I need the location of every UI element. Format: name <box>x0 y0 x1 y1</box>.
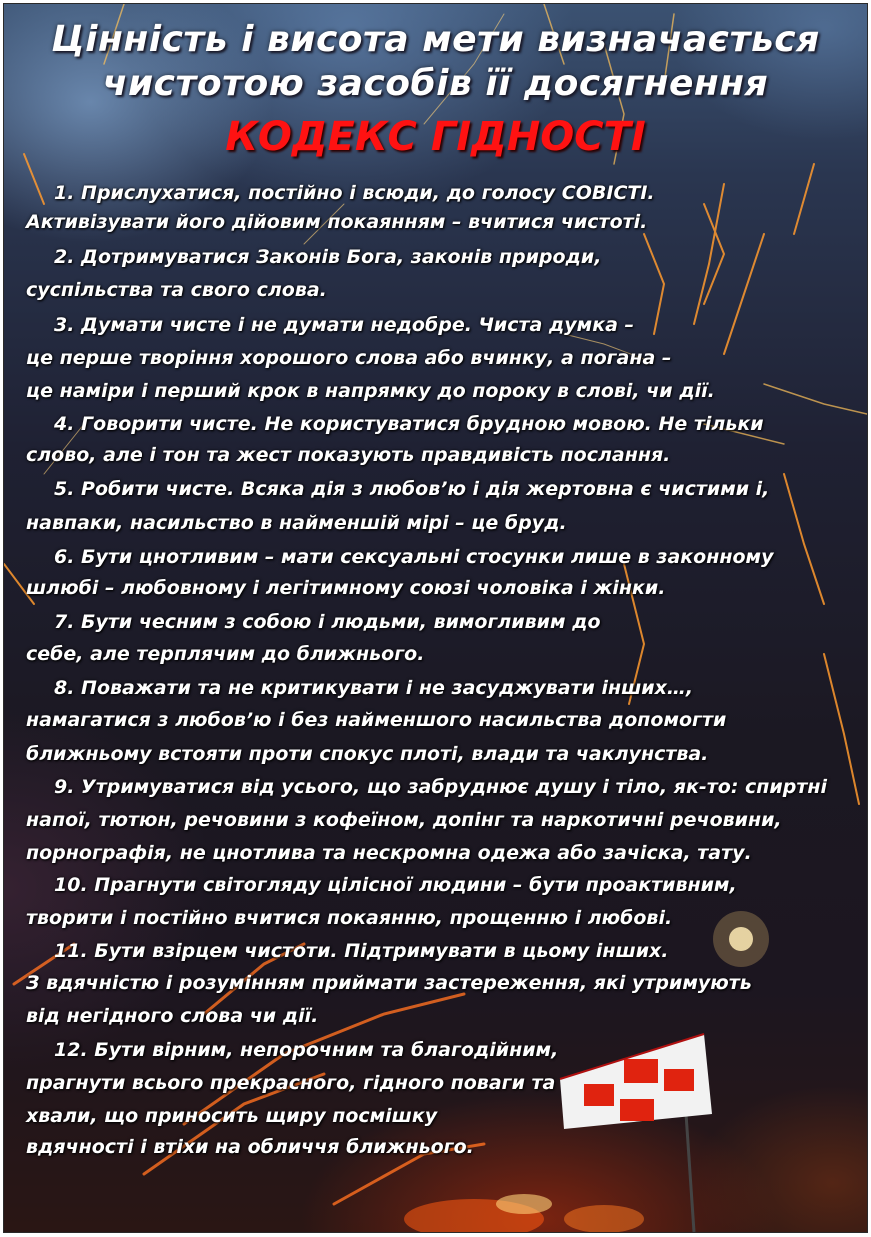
rule-line: 6. Бути цнотливим – мати сексуальні стосунки лише в законному <box>54 546 774 568</box>
code-of-dignity-poster <box>3 3 868 1233</box>
rule-line: себе, але терплячим до ближнього. <box>26 643 425 665</box>
rule-line: 11. Бути взірцем чистоти. Підтримувати в цьому інших. <box>54 940 669 962</box>
rule-line: вдячності і втіхи на обличчя ближнього. <box>26 1136 474 1158</box>
rule-line: творити і постійно вчитися покаянню, прощенню і любові. <box>26 907 673 929</box>
rule-line: прагнути всього прекрасного, гідного поваги та <box>26 1072 556 1094</box>
rule-line: 10. Прагнути світогляду цілісної людини – бути проактивним, <box>54 874 737 896</box>
rule-line: 9. Утримуватися від усього, що забруднює душу і тіло, як-то: спиртні <box>54 776 827 798</box>
rule-line: суспільства та свого слова. <box>26 279 327 301</box>
rule-line: 12. Бути вірним, непорочним та благодійним, <box>54 1039 559 1061</box>
rule-line: навпаки, насильство в найменшій мірі – це бруд. <box>26 512 567 534</box>
rule-line: 5. Робити чисте. Всяка дія з любов’ю і дія жертовна є чистими і, <box>54 478 770 500</box>
rule-line: намагатися з любов’ю і без найменшого насильства допомогти <box>26 709 727 731</box>
rule-line: Активізувати його дійовим покаянням – вчитися чистоті. <box>26 211 648 233</box>
rule-line: ближньому встояти проти спокус плоті, влади та чаклунства. <box>26 743 709 765</box>
rule-line: З вдячністю і розумінням приймати застереження, які утримують <box>26 972 752 994</box>
rule-line: 7. Бути чесним з собою і людьми, вимогливим до <box>54 611 601 633</box>
motto-line-1: Цінність і висота мети визначається <box>51 19 820 60</box>
rule-line: слово, але і тон та жест показують правдивість послання. <box>26 444 671 466</box>
motto-line-2: чистотою засобів її досягнення <box>102 63 769 104</box>
rule-line: хвали, що приносить щиру посмішку <box>26 1105 438 1127</box>
rule-line: напої, тютюн, речовини з кофеїном, допінг та наркотичні речовини, <box>26 809 782 831</box>
rule-line: порнографія, не цнотлива та нескромна одежа або зачіска, тату. <box>26 842 752 864</box>
rule-line: шлюбі – любовному і легітимному союзі чоловіка і жінки. <box>26 577 666 599</box>
rule-line: 3. Думати чисте і не думати недобре. Чиста думка – <box>54 314 635 336</box>
rule-line: 4. Говорити чисте. Не користуватися брудною мовою. Не тільки <box>54 413 764 435</box>
rule-line: це наміри і перший крок в напрямку до пороку в слові, чи дії. <box>26 380 715 402</box>
rule-line: від негідного слова чи дії. <box>26 1005 319 1027</box>
code-title: КОДЕКС ГІДНОСТІ <box>225 114 646 160</box>
rule-line: 8. Поважати та не критикувати і не засуджувати інших…, <box>54 677 694 699</box>
rule-line: це перше творіння хорошого слова або вчинку, а погана – <box>26 347 672 369</box>
flag-image <box>560 1034 712 1232</box>
rule-line: 2. Дотримуватися Законів Бога, законів природи, <box>54 246 602 268</box>
rule-line: 1. Прислухатися, постійно і всюди, до голосу СОВІСТІ. <box>54 182 655 204</box>
